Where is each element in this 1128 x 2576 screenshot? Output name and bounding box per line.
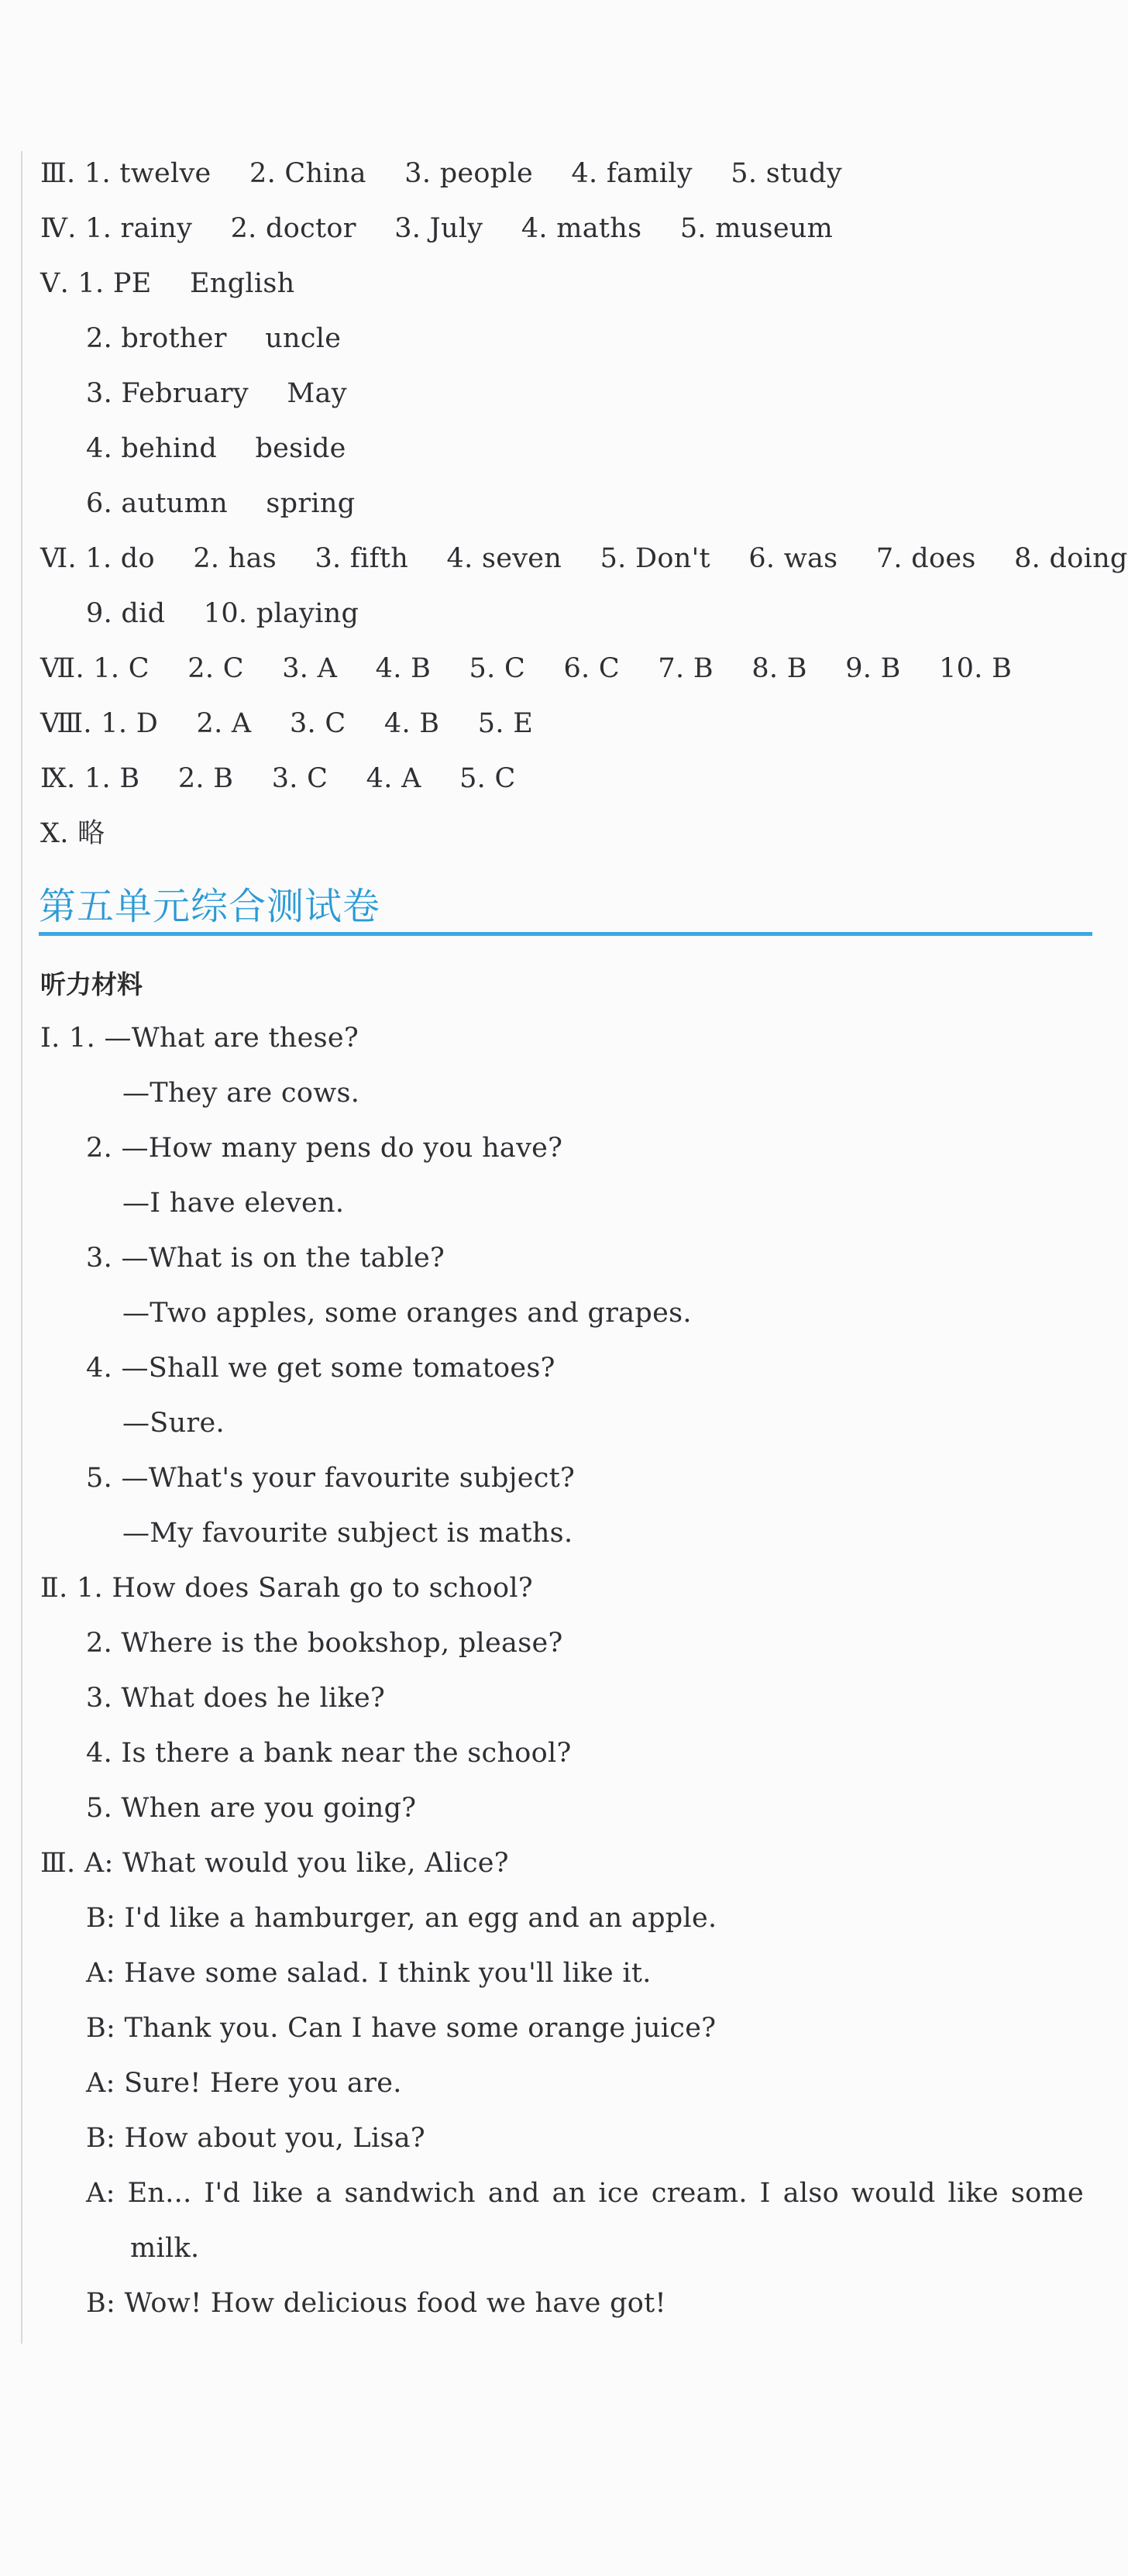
answer-item: 3. C [289,708,346,739]
answer-item: 2. has [193,543,277,574]
numeral: Ⅷ. [40,708,92,739]
numeral: Ⅸ. [40,763,76,794]
section-title-rule [39,932,1092,936]
answers-section-v-row-3 [86,375,347,412]
listening-i-item-3-answer: —Two apples, some oranges and grapes. [122,1298,692,1329]
answer-item: 3. C [271,763,328,794]
listening-iii-line-4: B: Thank you. Can I have some orange juice? [86,2013,717,2044]
answer-item: 7. does [875,543,976,574]
listening-i-item-3-question [86,1240,445,1277]
answer-item: 2. brother [86,323,227,354]
numeral: Ⅴ. [40,268,70,299]
answer-item: 4. B [375,653,432,684]
listening-i-item-2-question [86,1130,562,1167]
answer-item: 2. China [249,158,366,189]
listening-iii-line-6: B: How about you, Lisa? [86,2123,425,2154]
item-number: 1. [69,1023,95,1054]
answer-item: 略 [77,818,105,849]
listening-iii-line-8: B: Wow! How delicious food we have got! [86,2288,666,2319]
answer-item: 1. rainy [85,213,193,244]
answers-section-x [40,815,105,852]
answer-item: 1. do [85,543,155,574]
answers-section-v-row-4 [86,430,346,467]
answer-item: 4. A [366,763,421,794]
section-title: 第五单元综合测试卷 [39,885,381,928]
answers-section-viii [40,705,533,742]
answer-item: 7. B [658,653,714,684]
listening-iii-line-2: B: I'd like a hamburger, an egg and an apple. [86,1903,717,1934]
listening-i-item-4-question [86,1350,555,1387]
numeral: Ⅳ. [40,213,77,244]
listening-i-item-1-answer: —They are cows. [122,1078,360,1109]
answer-item: 2. doctor [230,213,356,244]
answer-item: 5. E [477,708,534,739]
answer-item: 4. B [383,708,440,739]
answer-item: 3. people [404,158,534,189]
answer-item: 3. February [86,378,249,409]
answer-item: 5. Don't [600,543,710,574]
answer-item: May [287,378,347,409]
answer-item: 5. study [731,158,842,189]
listening-material-heading: 听力材料 [40,969,143,999]
answer-item: beside [255,433,346,464]
dialogue-text: A: En... I'd like a sandwich and an ice cream. I also would like some [86,2178,1084,2209]
answer-item: English [190,268,295,299]
listening-ii-item-5: 5. When are you going? [86,1793,417,1824]
question-text: 1. How does Sarah go to school? [76,1573,533,1604]
left-margin-rule [21,151,22,2344]
question-text: —How many pens do you have? [121,1133,563,1164]
question-text: —What's your favourite subject? [121,1463,576,1494]
answer-item: 1. PE [77,268,152,299]
item-number: 5. [86,1463,112,1494]
numeral: Ⅹ. [40,818,69,849]
listening-iii-line-1 [40,1845,509,1882]
listening-i-item-1-question [40,1020,359,1057]
answer-item: spring [266,488,356,519]
listening-i-item-5-question [86,1460,575,1497]
answer-item: 9. did [86,598,166,629]
listening-iii-line-7-continued: milk. [130,2233,200,2264]
question-text: —What is on the table? [121,1243,445,1274]
answers-section-vii [40,650,1012,687]
answers-section-v-row-2 [86,320,341,357]
answers-section-vi-row-2 [86,595,359,632]
listening-ii-item-1 [40,1570,533,1607]
answer-item: 8. B [751,653,807,684]
listening-i-item-4-answer: —Sure. [122,1408,225,1439]
answer-item: 5. museum [679,213,834,244]
listening-iii-line-5: A: Sure! Here you are. [86,2068,402,2099]
numeral: Ⅰ. [40,1023,60,1054]
listening-ii-item-2: 2. Where is the bookshop, please? [86,1628,563,1659]
answer-item: 5. C [459,763,516,794]
answer-item: 6. autumn [86,488,228,519]
answers-section-iv [40,210,833,247]
dialogue-text: A: What would you like, Alice? [84,1848,509,1879]
listening-iii-line-3: A: Have some salad. I think you'll like it. [86,1958,652,1989]
item-number: 3. [86,1243,112,1274]
numeral: Ⅶ. [40,653,84,684]
item-number: 2. [86,1133,112,1164]
answer-item: 6. was [748,543,838,574]
answer-item: 9. B [845,653,901,684]
answer-item: 1. twelve [84,158,212,189]
listening-i-item-2-answer: —I have eleven. [122,1188,345,1219]
answer-item: 4. maths [521,213,642,244]
answer-item: 4. family [571,158,693,189]
answer-item: 8. doing [1014,543,1128,574]
listening-iii-line-7 [86,2175,1084,2212]
answers-section-v-row-5 [86,485,355,522]
answer-item: 4. seven [446,543,562,574]
answer-item: 2. C [187,653,244,684]
answer-item: 5. C [469,653,526,684]
question-text: —What are these? [104,1023,359,1054]
answer-item: 1. C [93,653,150,684]
answer-item: 2. B [177,763,234,794]
answer-item: 3. A [282,653,338,684]
item-number: 4. [86,1353,112,1384]
answers-section-ix [40,760,516,797]
numeral: Ⅲ. [40,1848,76,1879]
answer-item: 10. B [939,653,1013,684]
listening-ii-item-4: 4. Is there a bank near the school? [86,1738,572,1769]
answer-item: 1. B [84,763,140,794]
answer-item: 1. D [101,708,159,739]
answer-item: 2. A [196,708,252,739]
answer-item: 10. playing [203,598,359,629]
answers-section-iii [40,155,842,192]
numeral: Ⅲ. [40,158,76,189]
answers-section-vi-row-1 [40,540,1128,577]
answer-item: 6. C [563,653,620,684]
answer-item: 4. behind [86,433,218,464]
answers-section-v-row-1 [40,265,295,302]
listening-ii-item-3: 3. What does he like? [86,1683,386,1714]
answer-item: 3. fifth [315,543,409,574]
listening-i-item-5-answer: —My favourite subject is maths. [122,1518,573,1549]
numeral: Ⅱ. [40,1573,68,1604]
question-text: —Shall we get some tomatoes? [121,1353,555,1384]
numeral: Ⅵ. [40,543,77,574]
answer-item: 3. July [394,213,483,244]
answer-item: uncle [265,323,342,354]
